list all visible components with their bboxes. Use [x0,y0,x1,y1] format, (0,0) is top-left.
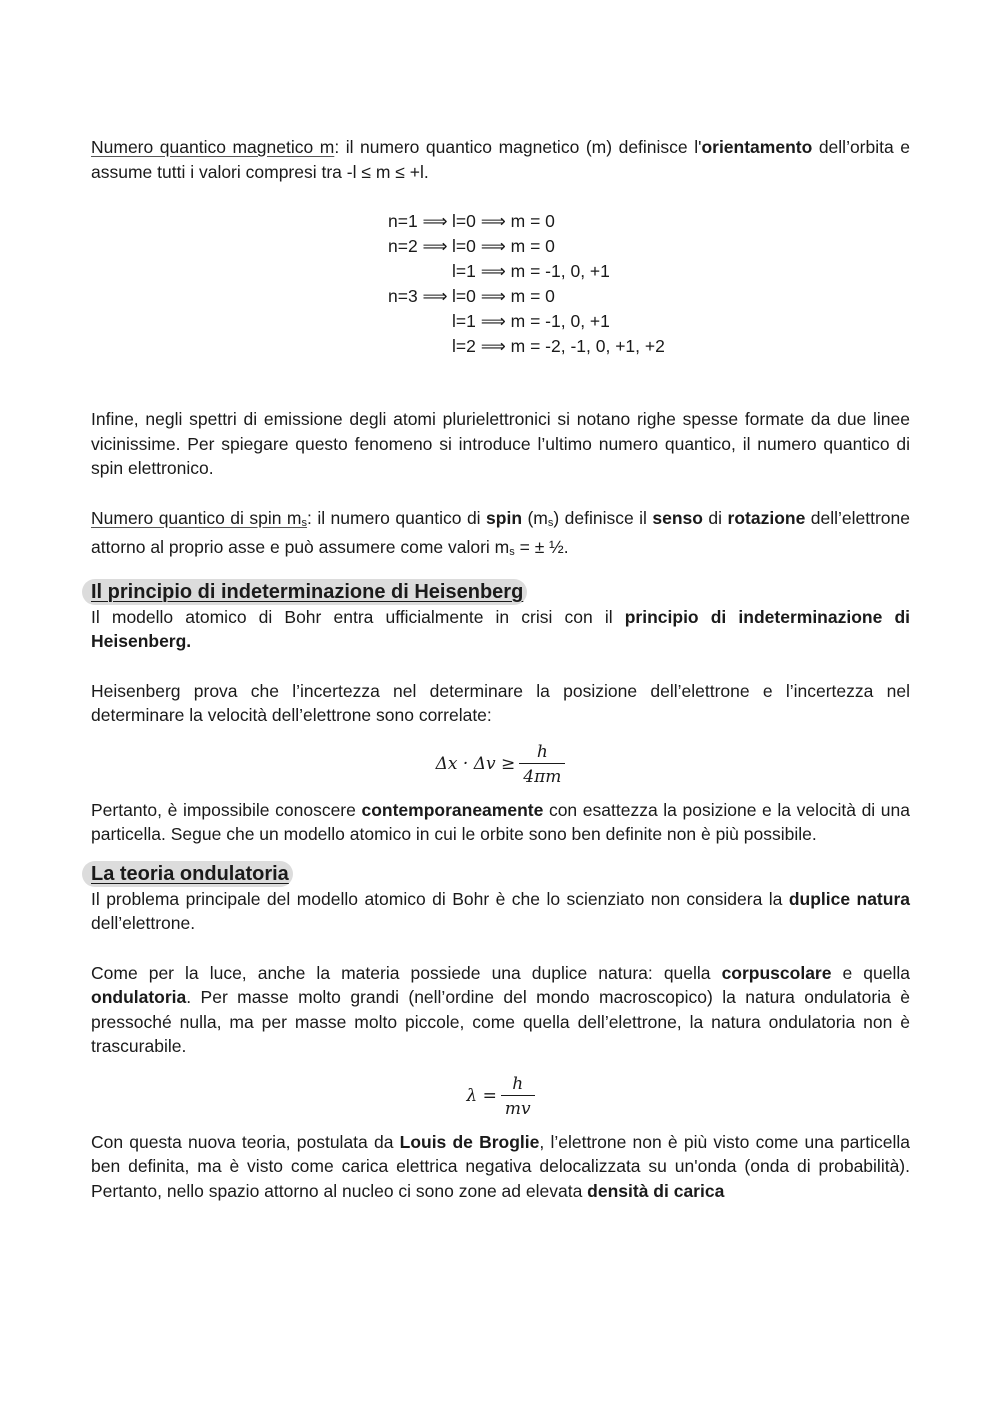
heisenberg-paragraph-3: Pertanto, è impossibile conoscere contemporaneamente con esattezza la posizione e la velocità di una particella. Segue che un modello atomico in cui le orbite sono ben definite non è più possibile. [91,799,910,844]
spin-term: Numero quantico di spin ms [91,507,308,529]
magnetic-term: Numero quantico magnetico m [91,137,335,157]
quantum-row: l=1 ⟹ m = -1, 0, +1 [452,261,610,281]
quantum-number-table [388,209,910,359]
formula-fraction [501,1073,535,1120]
wave-paragraph-1: Il problema principale del modello atomico di Bohr è che lo scienziato non considera la duplice natura dell’elettrone. [91,888,910,933]
quantum-row: n=1 ⟹ l=0 ⟹ m = 0 [388,211,555,231]
uncertainty-formula [91,741,910,788]
infine-paragraph: Infine, negli spettri di emissione degli atomi plurielettronici si notano righe spesse formate da due linee vicinissime. Per spiegare questo fenomeno si introduce l’ultimo numero quantico, il numero quantico di spin elettronico. [91,409,910,478]
spin-paragraph: Numero quantico di spin ms: il numero quantico di spin (ms) definisce il senso di rotazione dell’elettrone attorno al proprio asse e può assumere come valori ms = ± ½. [91,507,910,558]
wave-paragraph-3: Con questa nuova teoria, postulata da Louis de Broglie, l’elettrone non è più visto come una particella ben definita, ma è visto come carica elettrica negativa delocalizzata su un'onda (onda di probabilità). Pertanto, nello spazio attorno al nucleo ci sono zone ad elevata densità di carica [91,1131,910,1201]
formula-denominator: mv [501,1095,535,1120]
formula-numerator: h [536,741,548,762]
formula-numerator: h [512,1073,524,1094]
heisenberg-paragraph-2: Heisenberg prova che l’incertezza nel determinare la posizione dell’elettrone e l’incertezza nel determinare la velocità dell’elettrone sono correlate: [91,680,910,725]
wave-paragraph-2: Come per la luce, anche la materia possiede una duplice natura: quella corpuscolare e quella ondulatoria. Per masse molto grandi (nell’ordine del mondo macroscopico) la natura ondulatoria è pressoché nulla, ma per masse molto piccole, come quella dell’elettrone, la natura ondulatoria non è trascurabile. [91,962,910,1056]
de-broglie-formula [91,1073,910,1120]
heisenberg-paragraph-1: Il modello atomico di Bohr entra ufficialmente in crisi con il principio di indeterminazione di Heisenberg. [91,606,910,651]
formula-denominator: 4πm [519,763,565,788]
quantum-row: n=2 ⟹ l=0 ⟹ m = 0 [388,236,555,256]
formula-fraction [519,741,565,788]
heisenberg-heading: Il principio di indeterminazione di Heisenberg [82,579,527,605]
magnetic-paragraph: Numero quantico magnetico m: il numero quantico magnetico (m) definisce l'orientamento dell’orbita e assume tutti i valori compresi tra -l ≤ m ≤ +l. [91,137,910,182]
quantum-row: l=1 ⟹ m = -1, 0, +1 [452,311,610,331]
document-page [91,135,910,1203]
formula-lhs: λ = [466,1085,497,1106]
quantum-row: l=2 ⟹ m = -2, -1, 0, +1, +2 [452,336,665,356]
quantum-row: n=3 ⟹ l=0 ⟹ m = 0 [388,286,555,306]
wave-theory-heading: La teoria ondulatoria [82,861,293,887]
formula-lhs: Δx · Δv ≥ [435,753,516,774]
